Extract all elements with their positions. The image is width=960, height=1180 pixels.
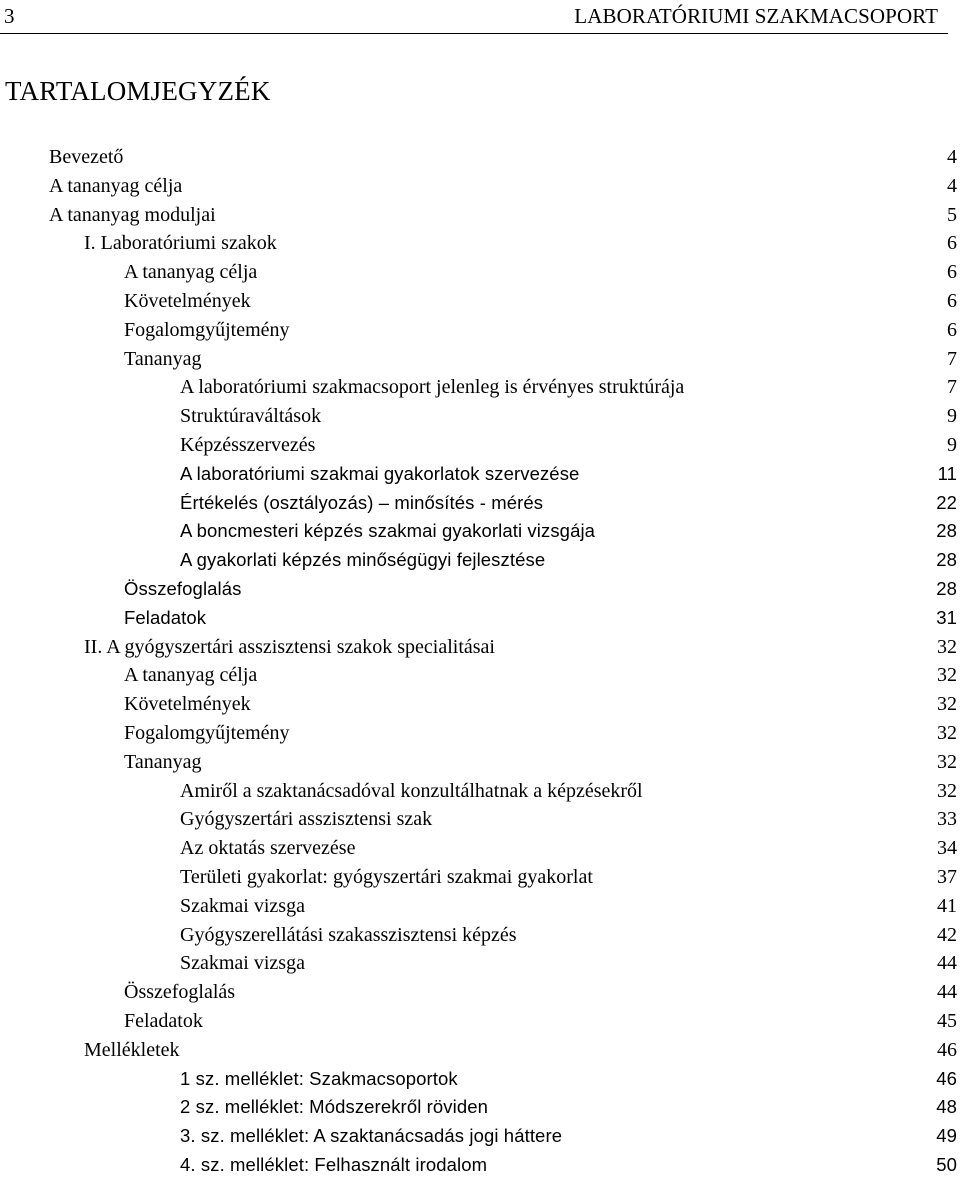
toc-entry-page: 50 <box>936 1153 957 1175</box>
toc-entry-page: 32 <box>937 750 957 773</box>
toc-entry[interactable] <box>0 575 960 604</box>
toc-entry[interactable] <box>0 1036 960 1065</box>
toc-entry[interactable] <box>0 921 960 950</box>
toc-entry-page: 46 <box>937 1038 957 1061</box>
toc-entry[interactable] <box>0 949 960 978</box>
toc-entry-text: Struktúraváltások <box>180 405 322 428</box>
toc-entry-text: Képzésszervezés <box>180 433 316 456</box>
toc-entry-text: Mellékletek <box>84 1038 180 1061</box>
toc-entry-page: 6 <box>947 261 957 284</box>
toc-entry-page: 31 <box>936 606 957 628</box>
toc-entry-page: 45 <box>937 1009 957 1032</box>
toc-entry-text: A laboratóriumi szakmacsoport jelenleg is érvényes struktúrája <box>180 376 685 399</box>
toc-entry[interactable] <box>0 1007 960 1036</box>
toc-entry-text: Összefoglalás <box>124 981 236 1004</box>
toc-entry[interactable] <box>0 978 960 1007</box>
toc-entry[interactable] <box>0 777 960 806</box>
toc-entry-text: A tananyag célja <box>49 174 183 197</box>
toc-entry[interactable] <box>0 373 960 402</box>
toc-entry[interactable] <box>0 316 960 345</box>
toc-entry[interactable] <box>0 431 960 460</box>
toc-entry-page: 22 <box>936 491 957 513</box>
toc-entry-page: 11 <box>937 462 957 484</box>
toc-entry[interactable] <box>0 719 960 748</box>
toc-entry-text: Feladatok <box>124 606 207 628</box>
toc-entry-page: 46 <box>936 1067 957 1089</box>
toc-entry-page: 44 <box>937 981 957 1004</box>
toc-entry-text: Összefoglalás <box>124 577 242 599</box>
toc-entry[interactable] <box>0 460 960 489</box>
toc-entry-page: 28 <box>936 577 957 599</box>
toc-entry-page: 49 <box>936 1125 957 1147</box>
toc-entry-text: Tananyag <box>124 347 202 370</box>
toc-entry[interactable] <box>0 402 960 431</box>
toc-entry-page: 37 <box>937 865 957 888</box>
toc-entry-text: Követelmények <box>124 289 251 312</box>
toc-entry[interactable] <box>0 1151 960 1180</box>
toc-entry-page: 42 <box>937 923 957 946</box>
toc-entry-page: 7 <box>947 347 957 370</box>
toc-entry-page: 6 <box>947 318 957 341</box>
toc-entry[interactable] <box>0 517 960 546</box>
toc-entry-page: 9 <box>947 405 957 428</box>
toc-entry[interactable] <box>0 201 960 230</box>
toc-entry-text: Gyógyszerellátási szakasszisztensi képzés <box>180 923 517 946</box>
toc-entry-text: Az oktatás szervezése <box>180 837 356 860</box>
toc-entry-page: 33 <box>937 808 957 831</box>
toc-entry[interactable] <box>0 748 960 777</box>
toc-entry-page: 9 <box>947 433 957 456</box>
toc-entry-text: 3. sz. melléklet: A szaktanácsadás jogi háttere <box>180 1125 563 1147</box>
page-number: 3 <box>4 4 15 28</box>
toc-entry-page: 7 <box>947 376 957 399</box>
toc-entry-text: A tananyag célja <box>124 664 258 687</box>
toc-entry[interactable] <box>0 287 960 316</box>
toc-entry-page: 32 <box>937 635 957 658</box>
toc-entry-page: 34 <box>937 837 957 860</box>
toc-entry[interactable] <box>0 805 960 834</box>
toc-entry[interactable] <box>0 489 960 518</box>
page-header <box>0 0 948 34</box>
toc-entry-text: I. Laboratóriumi szakok <box>84 232 277 255</box>
toc-entry-text: Területi gyakorlat: gyógyszertári szakmai gyakorlat <box>180 865 593 888</box>
toc-entry[interactable] <box>0 834 960 863</box>
toc-entry[interactable] <box>0 229 960 258</box>
toc-entry-text: Feladatok <box>124 1009 203 1032</box>
toc-entry-text: Amiről a szaktanácsadóval konzultálhatnak a képzésekről <box>180 779 643 802</box>
toc-entry[interactable] <box>0 633 960 662</box>
toc-entry-page: 6 <box>947 232 957 255</box>
toc-entry[interactable] <box>0 546 960 575</box>
toc-entry-text: 2 sz. melléklet: Módszerekről röviden <box>180 1096 489 1118</box>
toc-entry-page: 41 <box>937 894 957 917</box>
toc-entry-text: 1 sz. melléklet: Szakmacsoportok <box>180 1067 458 1089</box>
table-of-contents <box>0 143 960 1180</box>
toc-entry[interactable] <box>0 1093 960 1122</box>
toc-entry-text: A boncmesteri képzés szakmai gyakorlati vizsgája <box>180 520 596 542</box>
toc-entry-text: Szakmai vizsga <box>180 894 305 917</box>
toc-entry[interactable] <box>0 143 960 172</box>
toc-entry-page: 5 <box>947 203 957 226</box>
toc-entry-page: 32 <box>937 779 957 802</box>
toc-entry[interactable] <box>0 892 960 921</box>
toc-entry-text: Követelmények <box>124 693 251 716</box>
toc-entry-text: A tananyag célja <box>124 261 258 284</box>
toc-entry-page: 28 <box>936 520 957 542</box>
toc-entry-page: 32 <box>937 664 957 687</box>
toc-entry[interactable] <box>0 690 960 719</box>
toc-entry-page: 4 <box>947 146 957 168</box>
toc-entry[interactable] <box>0 604 960 633</box>
toc-title: TARTALOMJEGYZÉK <box>5 76 271 106</box>
toc-entry-page: 44 <box>937 952 957 975</box>
toc-entry-page: 28 <box>936 549 957 571</box>
toc-entry[interactable] <box>0 1122 960 1151</box>
toc-entry-text: Bevezető <box>49 146 124 168</box>
toc-entry-text: II. A gyógyszertári asszisztensi szakok specialitásai <box>84 635 495 658</box>
toc-entry-text: Tananyag <box>124 750 202 773</box>
toc-entry[interactable] <box>0 345 960 374</box>
toc-entry-page: 48 <box>936 1096 957 1118</box>
toc-entry-text: A laboratóriumi szakmai gyakorlatok szervezése <box>180 462 580 484</box>
toc-entry-page: 6 <box>947 289 957 312</box>
toc-entry[interactable] <box>0 258 960 287</box>
toc-entry-text: Fogalomgyűjtemény <box>124 318 290 341</box>
toc-entry-text: A tananyag moduljai <box>49 203 216 226</box>
toc-entry[interactable] <box>0 863 960 892</box>
toc-entry-page: 32 <box>937 721 957 744</box>
toc-entry-text: Gyógyszertári asszisztensi szak <box>180 808 433 831</box>
toc-entry[interactable] <box>0 1065 960 1094</box>
toc-entry-page: 4 <box>947 174 957 197</box>
toc-entry-text: A gyakorlati képzés minőségügyi fejlesztése <box>180 549 546 571</box>
toc-entry-page: 32 <box>937 693 957 716</box>
toc-entry[interactable] <box>0 172 960 201</box>
toc-entry-text: Fogalomgyűjtemény <box>124 721 290 744</box>
toc-entry[interactable] <box>0 661 960 690</box>
toc-entry-text: 4. sz. melléklet: Felhasznált irodalom <box>180 1153 488 1175</box>
toc-entry-text: Értékelés (osztályozás) – minősítés - mérés <box>180 491 544 513</box>
toc-entry-text: Szakmai vizsga <box>180 952 305 975</box>
running-title: LABORATÓRIUMI SZAKMACSOPORT <box>574 4 938 28</box>
